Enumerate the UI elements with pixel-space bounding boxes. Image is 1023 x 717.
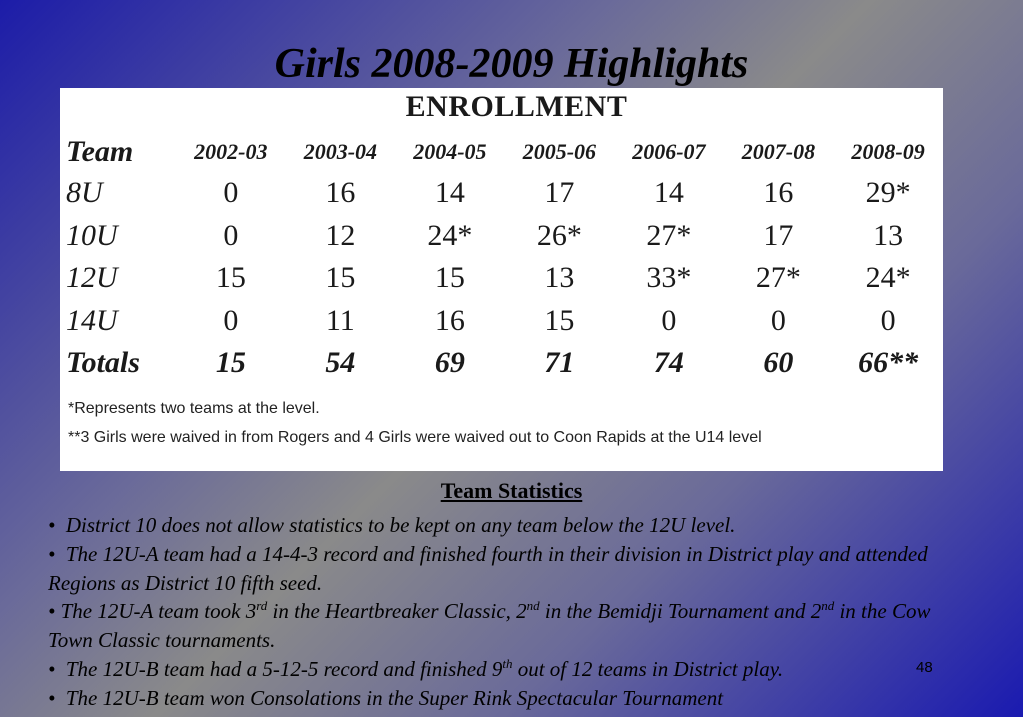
enrollment-panel bbox=[60, 88, 943, 471]
table-row bbox=[66, 300, 943, 343]
value-cell: 17 bbox=[763, 218, 794, 252]
slide-title: Girls 2008-2009 Highlights bbox=[274, 41, 749, 87]
team-cell: 8U bbox=[66, 176, 103, 210]
list-item bbox=[48, 655, 978, 684]
team-statistics-list bbox=[48, 511, 978, 713]
page-number: 48 bbox=[916, 659, 933, 676]
value-cell: 11 bbox=[325, 303, 355, 337]
team-cell: 12U bbox=[66, 261, 118, 295]
bullet-text: in the Heartbreaker Classic, 2 bbox=[267, 599, 527, 624]
header-season: 2006-07 bbox=[632, 139, 706, 164]
value-cell: 0 bbox=[770, 303, 786, 337]
total-cell: 71 bbox=[544, 346, 575, 380]
footnote-waivers: **3 Girls were waived in from Rogers and 4 Girls were waived out to Coon Rapids at the U14 level bbox=[68, 429, 762, 446]
total-cell: 74 bbox=[653, 346, 684, 380]
team-cell: 14U bbox=[66, 303, 118, 337]
value-cell: 24* bbox=[427, 218, 473, 252]
value-cell: 27* bbox=[755, 261, 801, 295]
bullet-text: in the Cow Town Classic tournaments. bbox=[48, 599, 931, 653]
bullet-text: out of 12 teams in District play. bbox=[512, 656, 784, 681]
ordinal-suffix: nd bbox=[821, 598, 835, 614]
bullet-glyph: • bbox=[48, 599, 56, 624]
bullet-glyph: • bbox=[48, 513, 56, 537]
team-statistics-heading: Team Statistics bbox=[440, 478, 583, 503]
value-cell: 0 bbox=[880, 303, 896, 337]
bullet-text: District 10 does not allow statistics to be kept on any team below the 12U level. bbox=[65, 513, 736, 537]
value-cell: 16 bbox=[763, 176, 794, 210]
value-cell: 12 bbox=[325, 218, 356, 252]
table-row bbox=[66, 215, 943, 258]
ordinal-suffix: rd bbox=[256, 598, 268, 614]
value-cell: 16 bbox=[325, 176, 356, 210]
bullet-glyph: • bbox=[48, 656, 56, 681]
list-item bbox=[48, 597, 978, 655]
bullet-text: in the Bemidji Tournament and 2 bbox=[539, 599, 822, 624]
bullet-text: The 12U-A team took 3 bbox=[60, 599, 257, 624]
total-cell: 15 bbox=[215, 346, 246, 380]
total-cell: 60 bbox=[763, 346, 794, 380]
header-team: Team bbox=[66, 135, 134, 168]
list-item bbox=[48, 684, 978, 713]
value-cell: 0 bbox=[223, 218, 239, 252]
totals-row bbox=[66, 342, 943, 385]
value-cell: 14 bbox=[434, 176, 465, 210]
header-season: 2007-08 bbox=[741, 139, 816, 164]
value-cell: 14 bbox=[653, 176, 684, 210]
enrollment-title: ENROLLMENT bbox=[405, 90, 628, 123]
value-cell: 0 bbox=[661, 303, 677, 337]
enrollment-table bbox=[66, 132, 943, 385]
header-season: 2002-03 bbox=[194, 139, 268, 164]
header-season: 2008-09 bbox=[851, 139, 925, 164]
bullet-text: The 12U-B team had a 5-12-5 record and finished 9 bbox=[65, 656, 503, 681]
bullet-text: The 12U-B team won Consolations in the Super Rink Spectacular Tournament bbox=[65, 685, 724, 710]
value-cell: 29* bbox=[865, 176, 911, 210]
header-season: 2004-05 bbox=[413, 139, 487, 164]
header-season: 2003-04 bbox=[303, 139, 378, 164]
enrollment-header-row bbox=[66, 132, 943, 172]
value-cell: 17 bbox=[544, 176, 575, 210]
team-cell: 10U bbox=[66, 218, 118, 252]
value-cell: 24* bbox=[865, 261, 911, 295]
total-cell: 69 bbox=[434, 346, 465, 380]
value-cell: 27* bbox=[646, 218, 692, 252]
total-cell: 54 bbox=[325, 346, 356, 380]
value-cell: 15 bbox=[434, 261, 465, 295]
value-cell: 13 bbox=[544, 261, 575, 295]
ordinal-suffix: th bbox=[502, 655, 513, 671]
value-cell: 13 bbox=[873, 218, 904, 252]
bullet-glyph: • bbox=[48, 541, 56, 566]
list-item bbox=[48, 511, 978, 540]
value-cell: 33* bbox=[646, 261, 692, 295]
table-row bbox=[66, 172, 943, 215]
list-item bbox=[48, 540, 978, 598]
value-cell: 26* bbox=[536, 218, 582, 252]
ordinal-suffix: nd bbox=[526, 598, 540, 614]
bullet-text: The 12U-A team had a 14-4-3 record and finished fourth in their division in District play and attended Regions as District 10 fifth seed. bbox=[48, 541, 928, 595]
table-row bbox=[66, 257, 943, 300]
value-cell: 0 bbox=[223, 176, 239, 210]
footnote-two-teams: *Represents two teams at the level. bbox=[68, 400, 320, 417]
value-cell: 15 bbox=[544, 303, 575, 337]
value-cell: 0 bbox=[223, 303, 239, 337]
header-season: 2005-06 bbox=[522, 139, 597, 164]
total-cell: 66** bbox=[858, 346, 919, 380]
value-cell: 16 bbox=[434, 303, 465, 337]
totals-label: Totals bbox=[66, 346, 140, 380]
value-cell: 15 bbox=[215, 261, 246, 295]
bullet-glyph: • bbox=[48, 685, 56, 710]
value-cell: 15 bbox=[325, 261, 356, 295]
